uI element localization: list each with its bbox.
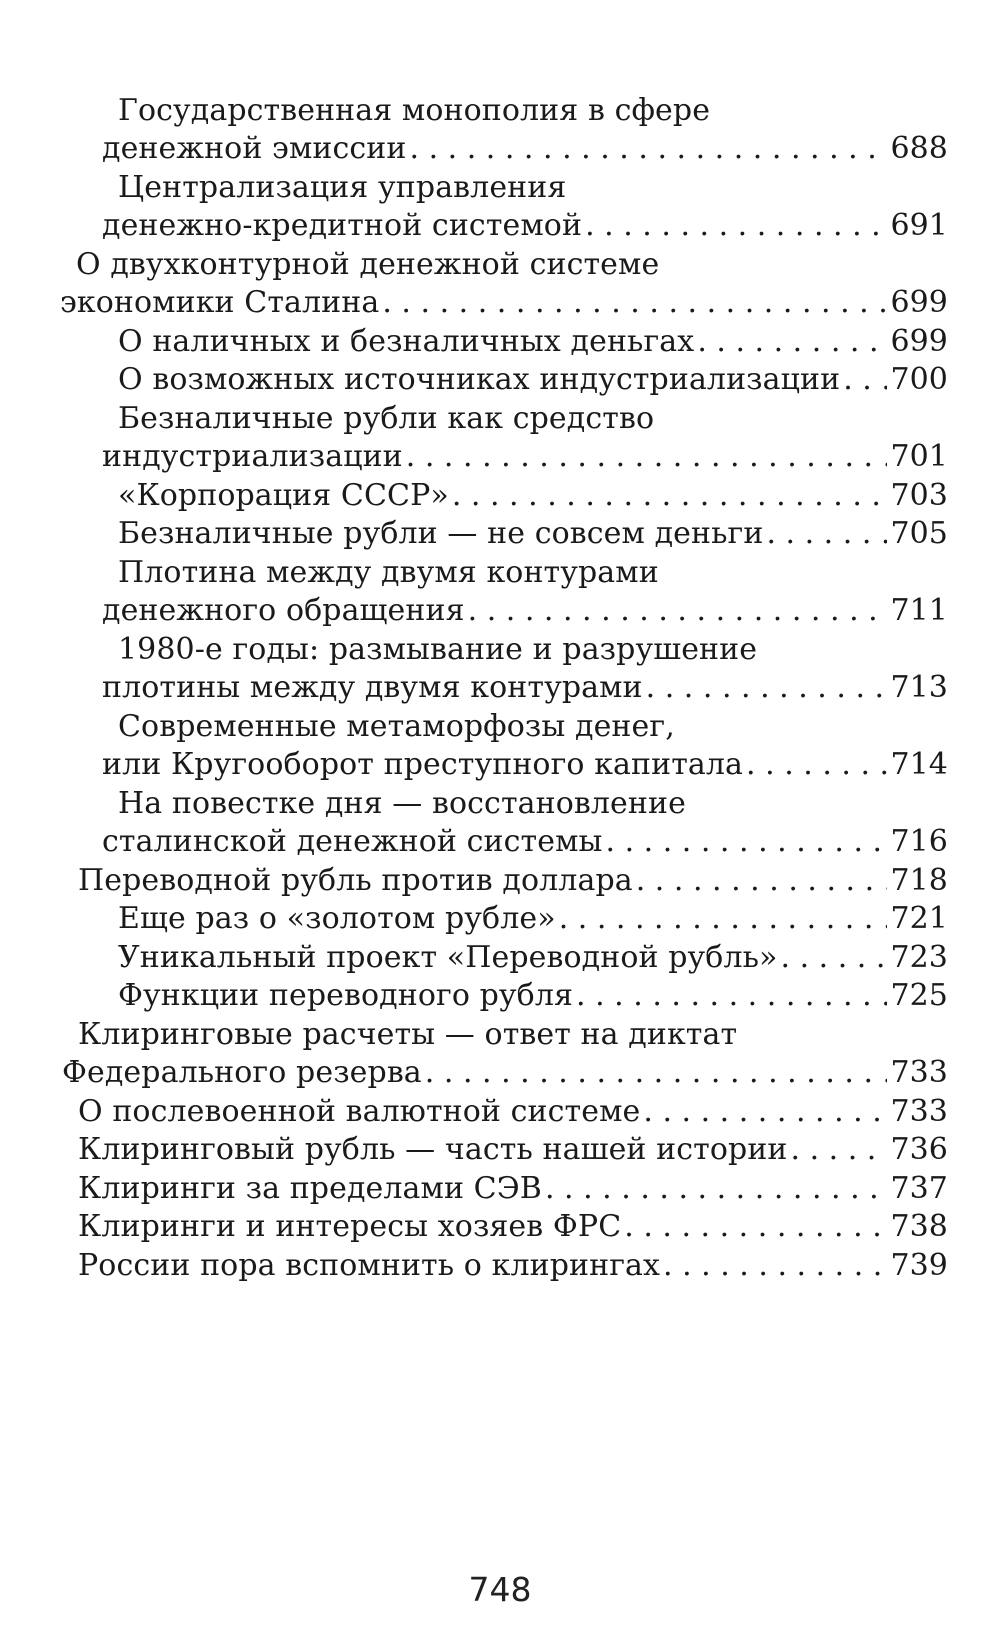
toc-entry-title: Федерального резерва	[62, 1055, 422, 1090]
toc-page-number: 691	[890, 208, 948, 243]
toc-entry-title: О возможных источниках индустриализации	[118, 362, 841, 397]
toc-entry-title: Уникальный проект «Переводной рубль»	[118, 940, 778, 975]
dot-leader	[636, 862, 888, 900]
toc-entry-line	[78, 1016, 737, 1054]
dot-leader	[643, 1093, 887, 1131]
toc-page-number: 688	[890, 131, 948, 166]
toc-page-number: 725	[890, 978, 948, 1013]
toc-entry-line	[102, 669, 948, 707]
dot-leader	[663, 1247, 887, 1285]
dot-leader	[791, 1131, 888, 1169]
dot-leader	[746, 746, 887, 784]
toc-entry-line	[102, 207, 948, 245]
toc-entry-title: Современные метаморфозы денег,	[118, 709, 675, 744]
toc-entry-title: Клиринговый рубль — часть нашей истории	[78, 1132, 788, 1167]
toc-entry-title: Клиринги и интересы хозяев ФРС	[78, 1209, 622, 1244]
toc-entry-line	[102, 823, 948, 861]
toc-entry-line	[118, 169, 566, 207]
toc-entry-line	[78, 1208, 948, 1246]
toc-entry-title: плотины между двумя контурами	[102, 670, 643, 705]
toc-entry-title: О послевоенной валютной системе	[78, 1094, 641, 1129]
dot-leader	[410, 130, 888, 168]
toc-entry-title: индустриализации	[102, 439, 403, 474]
toc-page-number: 714	[890, 747, 948, 782]
dot-leader	[766, 515, 887, 553]
toc-entry-line	[78, 1247, 948, 1285]
toc-page-number: 736	[890, 1132, 948, 1167]
toc-page-number: 718	[890, 863, 948, 898]
toc-entry-line	[118, 977, 948, 1015]
toc-page-number: 738	[890, 1209, 948, 1244]
toc-entry-line	[118, 323, 948, 361]
toc-entry-title: Еще раз о «золотом рубле»	[118, 901, 556, 936]
toc-entry-line	[78, 1170, 948, 1208]
toc-entry-line	[102, 592, 948, 630]
toc-entry-title: Функции переводного рубля	[118, 978, 574, 1013]
toc-entry-title: денежного обращения	[102, 593, 465, 628]
toc-page-number: 721	[890, 901, 948, 936]
toc-entry-line	[60, 284, 948, 322]
dot-leader	[781, 939, 888, 977]
dot-leader	[382, 284, 887, 322]
dot-leader	[585, 207, 887, 245]
toc-page-number: 713	[890, 670, 948, 705]
toc-page-number: 716	[890, 824, 948, 859]
toc-page-number: 711	[890, 593, 948, 628]
dot-leader	[624, 1208, 887, 1246]
toc-entry-title: Централизация управления	[118, 170, 567, 205]
toc-page-number: 703	[890, 478, 948, 513]
toc-entry-title: На повестке дня — восстановление	[118, 786, 686, 821]
toc-entry-title: Безналичные рубли — не совсем деньги	[118, 516, 764, 551]
toc-page-number: 723	[890, 940, 948, 975]
dot-leader	[646, 669, 888, 707]
toc-entry-line	[118, 477, 948, 515]
toc-entry-line	[78, 1093, 948, 1131]
toc-entry-title: Переводной рубль против доллара	[78, 863, 633, 898]
toc-entry-line	[78, 1131, 948, 1169]
toc-page-number: 737	[890, 1171, 948, 1206]
dot-leader	[452, 477, 888, 515]
toc-entry-title: О наличных и безналичных деньгах	[118, 324, 695, 359]
toc-entry-line	[118, 554, 659, 592]
dot-leader	[406, 438, 888, 476]
toc-page-number: 739	[890, 1248, 948, 1283]
toc-entry-title: Государственная монополия в сфере	[118, 93, 711, 128]
toc-page-number: 699	[890, 324, 948, 359]
toc-entry-title: России пора вспомнить о клирингах	[78, 1248, 661, 1283]
toc-entry-title: денежно-кредитной системой	[102, 208, 583, 243]
toc-entry-line	[62, 1054, 948, 1092]
page-number: 748	[468, 1570, 532, 1609]
dot-leader	[843, 361, 887, 399]
toc-entry-line	[118, 361, 948, 399]
toc-page-number: 699	[890, 285, 948, 320]
toc-entry-title: сталинской денежной системы	[102, 824, 603, 859]
toc-page-number: 700	[890, 362, 948, 397]
toc-entry-line	[118, 939, 948, 977]
toc-entry-line	[118, 515, 948, 553]
dot-leader	[606, 823, 888, 861]
toc-entry-line	[118, 400, 654, 438]
dot-leader	[559, 900, 888, 938]
toc-entry-line	[118, 900, 948, 938]
toc-entry-line	[118, 92, 710, 130]
toc-page-number: 701	[890, 439, 948, 474]
toc-entry-line	[102, 746, 948, 784]
toc-entry-title: Безналичные рубли как средство	[118, 401, 655, 436]
toc-page-number: 733	[890, 1055, 948, 1090]
toc-page-number: 705	[890, 516, 948, 551]
toc-entry-title: «Корпорация СССР»	[118, 478, 449, 513]
toc-entry-line	[78, 862, 948, 900]
dot-leader	[697, 323, 887, 361]
toc-entry-line	[102, 130, 948, 168]
toc-entry-line	[102, 438, 948, 476]
toc-entry-title: 1980-е годы: размывание и разрушение	[118, 632, 758, 667]
toc-entry-title: Клиринги за пределами СЭВ	[78, 1171, 542, 1206]
toc-entry-title: экономики Сталина	[60, 285, 380, 320]
toc-entry-title: О двухконтурной денежной системе	[76, 247, 660, 282]
toc-entry-title: Плотина между двумя контурами	[118, 555, 659, 590]
toc-entry-line	[118, 785, 686, 823]
toc-entry-line	[76, 246, 659, 284]
toc-entry-line	[118, 708, 675, 746]
dot-leader	[576, 977, 887, 1015]
toc-entry-line	[118, 631, 757, 669]
toc-entry-title: или Кругооборот преступного капитала	[102, 747, 744, 782]
dot-leader	[545, 1170, 887, 1208]
toc-entry-title: денежной эмиссии	[102, 131, 407, 166]
dot-leader	[425, 1054, 888, 1092]
toc-page-number: 733	[890, 1094, 948, 1129]
toc-entry-title: Клиринговые расчеты — ответ на диктат	[78, 1017, 738, 1052]
dot-leader	[468, 592, 888, 630]
